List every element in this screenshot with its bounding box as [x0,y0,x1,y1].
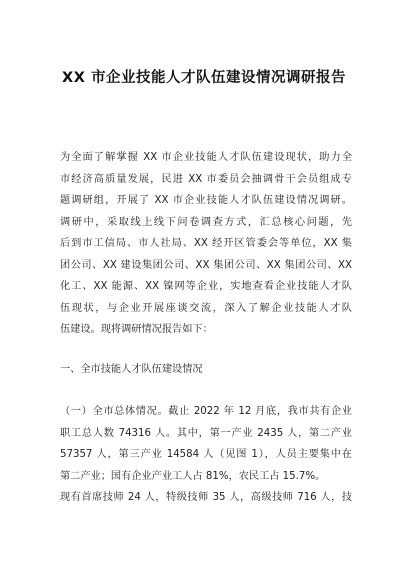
intro-line: 伍现状，与企业开展座谈交流，深入了解企业技能人才队 [60,302,352,314]
intro-line: 伍建设。现将调研情况报告如下： [60,324,213,335]
overall-line: 职工总人数 74316 人。其中，第一产业 2435 人，第二产业 [60,427,352,439]
overall-line: 现有首席技师 24 人，特级技师 35 人，高级技师 716 人，技 [60,492,352,503]
document-title: XX 市企业技能人才队伍建设情况调研报告 [62,70,346,86]
overall-paragraph [60,401,352,509]
intro-line: 题调研组，开展了 XX 市企业技能人才队伍建设情况调研。 [60,195,352,206]
section-heading: 一、全市技能人才队伍建设情况 [60,364,203,375]
intro-line: 化工、XX 能源、XX 镍网等企业，实地查看企业技能人才队 [60,281,352,292]
intro-line: 调研中，采取线上线下问卷调查方式，汇总核心问题，先 [60,216,352,228]
intro-line: 团公司、XX 建设集团公司、XX 集团公司、XX 集团公司、XX [60,259,352,271]
intro-paragraph [60,147,352,341]
intro-line: 后到市工信局、市人社局、XX 经开区管委会等单位，XX 集 [60,238,352,249]
intro-line: 市经济高质量发展，民进 XX 市委员会抽调骨干会员组成专 [60,173,352,185]
intro-line: 为全面了解掌握 XX 市企业技能人才队伍建设现状，助力全 [60,152,352,163]
overall-line: （一）全市总体情况。截止 2022 年 12 月底，我市共有企业 [60,406,352,417]
overall-line: 57357 人，第三产业 14584 人（见图 1），人员主要集中在 [60,449,352,460]
overall-line: 第二产业；国有企业产业工人占 81%，农民工占 15.7%。 [60,470,326,482]
